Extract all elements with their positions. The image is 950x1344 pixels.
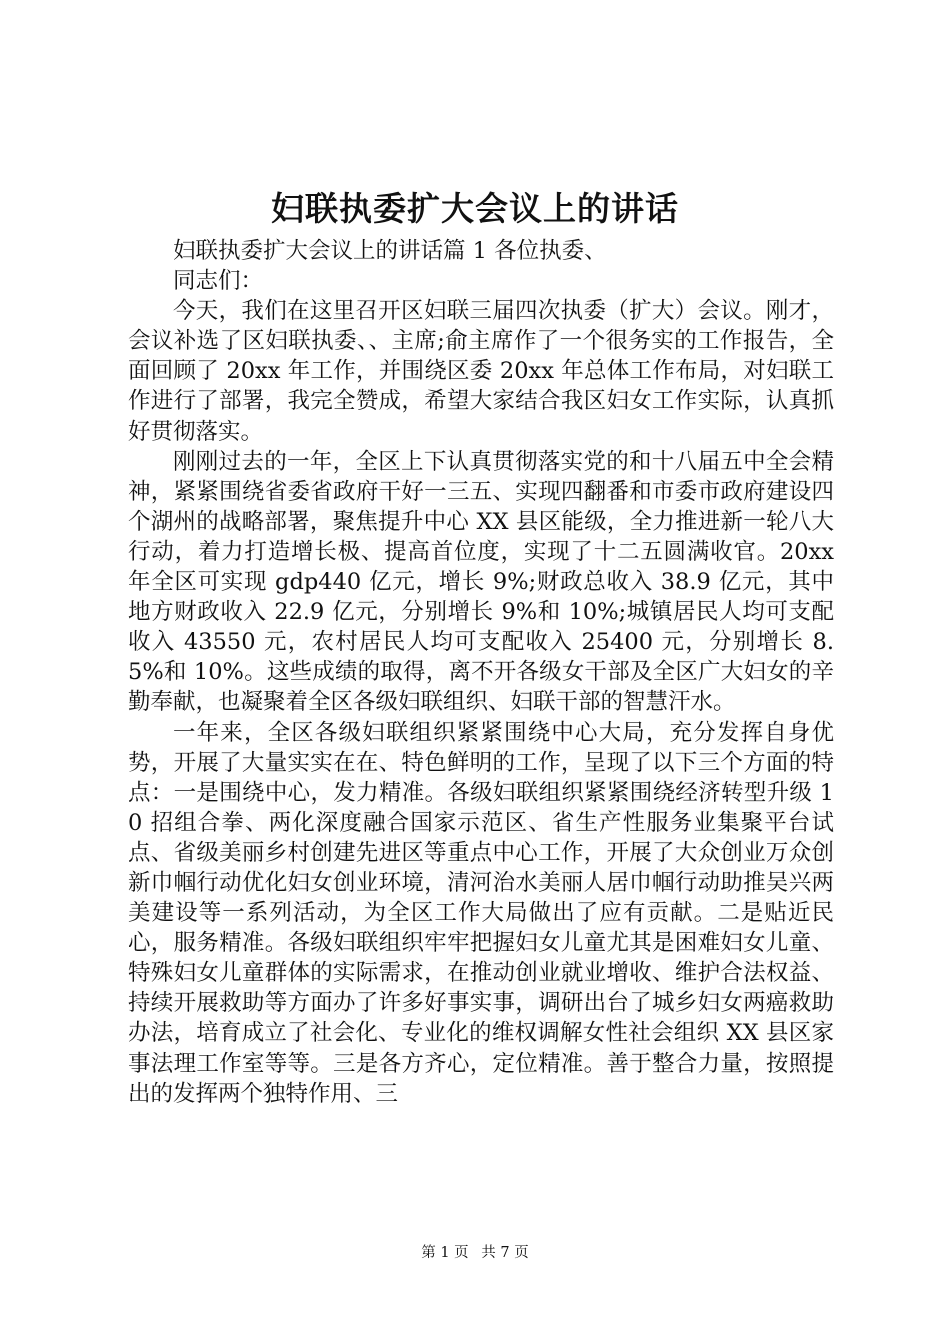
document-title: 妇联执委扩大会议上的讲话 <box>271 189 679 228</box>
paragraph-introduction: 今天，我们在这里召开区妇联三届四次执委（扩大）会议。刚才，会议补选了区妇联执委、、主席;俞主席作了一个很务实的工作报告，全面回顾了 20xx 年工作，并围绕区委 20xx 年总体工作布局，对妇联工作进行了部署，我完全赞成，希望大家结合我区妇女工作实际，认真抓好贯彻落实。 <box>128 298 834 445</box>
paragraph-achievements: 刚刚过去的一年，全区上下认真贯彻落实党的和十八届五中全会精神，紧紧围绕省委省政府干好一三五、实现四翻番和市委市政府建设四个湖州的战略部署，聚焦提升中心 XX 县区能级，全力推进新一轮八大行动，着力打造增长极、提高首位度，实现了十二五圆满收官。20xx 年全区可实现 gdp440 亿元，增长 9%;财政总收入 38.9 亿元，其中地方财政收入 22.9 亿元，分别增长 9%和 10%;城镇居民人均可支配收入 43550 元，农村居民人均可支配收入 25400 元，分别增长 8.5%和 10%。这些成绩的取得，离不开各级女干部及全区广大妇女的辛勤奉献，也凝聚着全区各级妇联组织、妇联干部的智慧汗水。 <box>128 448 834 716</box>
paragraph-characteristics: 一年来，全区各级妇联组织紧紧围绕中心大局，充分发挥自身优势，开展了大量实实在在、特色鲜明的工作，呈现了以下三个方面的特点：一是围绕中心，发力精准。各级妇联组织紧紧围绕经济转型升级 10 招组合拳、两化深度融合国家示范区、省生产性服务业集聚平台试点、省级美丽乡村创建先进区等重点中心工作，开展了大众创业万众创新巾帼行动优化妇女创业环境，清河治水美丽人居巾帼行动助推吴兴两美建设等一系列活动，为全区工作大局做出了应有贡献。二是贴近民心，服务精准。各级妇联组织牢牢把握妇女儿童尤其是困难妇女儿童、特殊妇女儿童群体的实际需求，在推动创业就业增收、维护合法权益、持续开展救助等方面办了许多好事实事，调研出台了城乡妇女两癌救助办法，培育成立了社会化、专业化的维权调解女性社会组织 XX 县区家事法理工作室等等。三是各方齐心，定位精准。善于整合力量，按照提出的发挥两个独特作用、三 <box>128 719 834 1107</box>
page-footer <box>0 1243 950 1263</box>
paragraph-opening: 妇联执委扩大会议上的讲话篇 1 各位执委、 <box>173 238 607 264</box>
document-body <box>128 236 834 1109</box>
page-total: 共 7 页 <box>481 1245 529 1261</box>
page-number: 第 1 页 <box>421 1245 469 1261</box>
paragraph-salutation: 同志们： <box>173 268 264 295</box>
